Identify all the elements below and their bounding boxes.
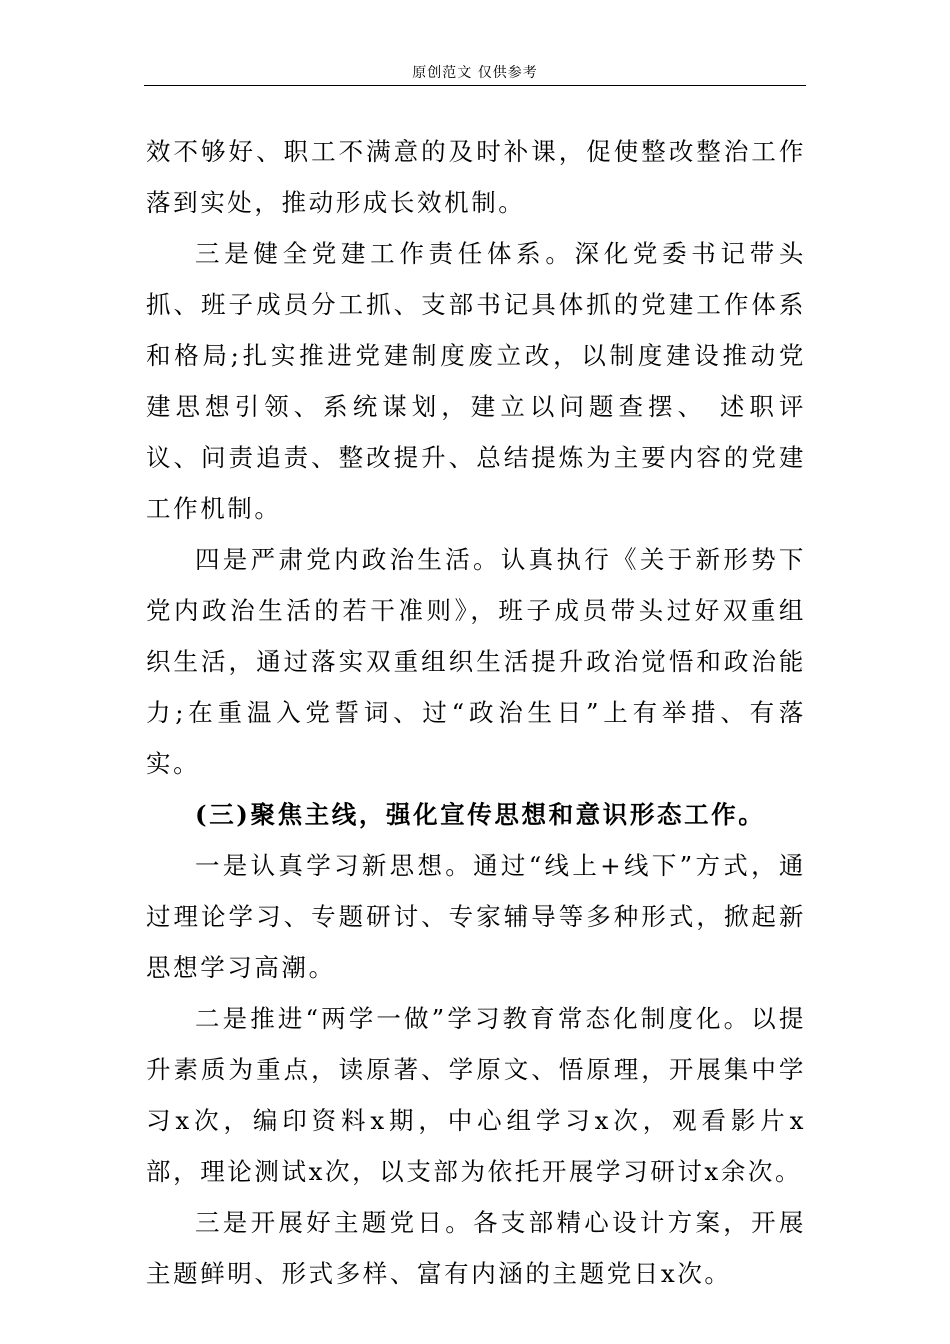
paragraph-political-life: 四是严肃党内政治生活。认真执行《关于新形势下党内政治生活的若干准则》，班子成员带头过好双重组织生活，通过落实双重组织生活提升政治觉悟和政治能力;在重温入党誓词、过“政治生日”上有举措、有落实。	[146, 545, 806, 778]
section-heading: (三)聚焦主线，强化宣传思想和意识形态工作。	[195, 800, 766, 829]
header-divider	[144, 85, 806, 86]
paragraph-two-studies: 二是推进“两学一做”学习教育常态化制度化。以提升素质为重点，读原著、学原文、悟原理，开展集中学习x次，编印资料x期，中心组学习x次，观看影片x部，理论测试x次，以支部为依托开展学习研讨x余次。	[146, 1004, 806, 1186]
paragraph-study-new-thought: 一是认真学习新思想。通过“线上+线下”方式，通过理论学习、专题研讨、专家辅导等多种形式，掀起新思想学习高潮。	[146, 851, 806, 982]
paragraph-theme-party-day: 三是开展好主题党日。各支部精心设计方案，开展主题鲜明、形式多样、富有内涵的主题党日x次。	[146, 1208, 806, 1288]
page-header: 原创范文 仅供参考	[412, 65, 538, 81]
document-body	[146, 126, 806, 1299]
paragraph-party-responsibility: 三是健全党建工作责任体系。深化党委书记带头抓、班子成员分工抓、支部书记具体抓的党建工作体系和格局;扎实推进党建制度废立改，以制度建设推动党建思想引领、系统谋划，建立以问题查摆、 述职评议、问责追责、整改提升、总结提炼为主要内容的党建工作机制。	[146, 239, 806, 523]
paragraph-continuation: 效不够好、职工不满意的及时补课，促使整改整治工作落到实处，推动形成长效机制。	[146, 137, 806, 217]
